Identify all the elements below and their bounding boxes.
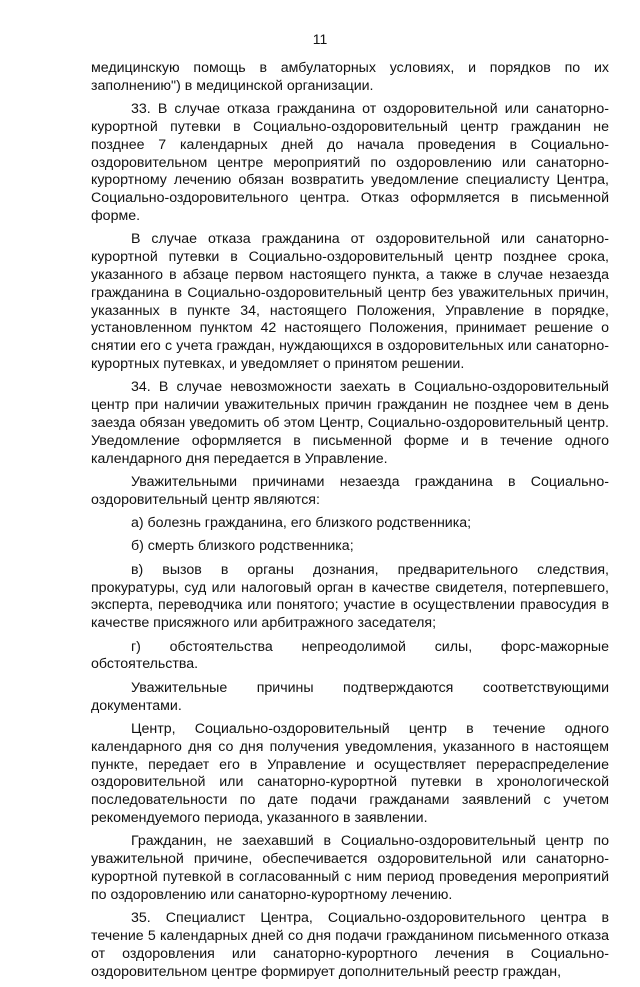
paragraph-documents: Уважительные причины подтверждаются соответствующими документами. (91, 679, 609, 714)
paragraph-valid-reasons-intro: Уважительными причинами незаезда гражданина в Социально-оздоровительный центр являются: (91, 473, 609, 508)
list-item-b: б) смерть близкого родственника; (131, 538, 354, 555)
paragraph-continuation: медицинскую помощь в амбулаторных условиях, и порядков по их заполнению") в медицинской организации. (91, 60, 609, 94)
document-body (91, 60, 609, 987)
paragraph-refusal-late: В случае отказа гражданина от оздоровительной или санаторно-курортной путевки в Социально-оздоровительный центр позднее срока, указанного в абзаце первом настоящего пункта, а также в случае незаезда гражданина в Социально-оздоровительный центр без уважительных причин, указанных в пункте 34, настоящего Положения, Управление в порядке, установленном пунктом 42 настоящего Положения, принимает решение о снятии его с учета граждан, нуждающихся в оздоровительных или санаторно-курортных путевках, и уведомляет о принятом решении. (91, 231, 609, 372)
page-number: 11 (312, 31, 328, 47)
paragraph-item-35: 35. Специалист Центра, Социально-оздоровительного центра в течение 5 календарных дней со дня подачи гражданином письменного отказа от оздоровления или санаторно-курортного лечения в Социально-оздоровительном центре формирует дополнительный реестр граждан, (91, 910, 609, 980)
paragraph-item-34: 34. В случае невозможности заехать в Социально-оздоровительный центр при наличии уважительных причин гражданин не позднее чем в день заезда обязан уведомить об этом Центр, Социально-оздоровительный центр. Уведомление оформляется в письменной форме и в течение одного календарного дня передается в Управление. (91, 379, 609, 467)
list-item-g: г) обстоятельства непреодолимой силы, форс-мажорные обстоятельства. (91, 638, 609, 673)
list-item-v: в) вызов в органы дознания, предварительного следствия, прокуратуры, суд или налоговый орган в качестве свидетеля, потерпевшего, эксперта, переводчика или понятого; участие в осуществлении правосудия в качестве присяжного или арбитражного заседателя; (91, 561, 609, 632)
paragraph-citizen-provided: Гражданин, не заехавший в Социально-оздоровительный центр по уважительной причине, обеспечивается оздоровительной или санаторно-курортной путевкой в согласованный с ним период проведения мероприятий по оздоровлению или санаторно-курортному лечению. (91, 833, 609, 903)
paragraph-center-transfer: Центр, Социально-оздоровительный центр в течение одного календарного дня со дня получения уведомления, указанного в настоящем пункте, передает его в Управление и осуществляет перераспределение оздоровительной или санаторно-курортной путевки в хронологической последовательности по дате подачи гражданами заявлений с учетом рекомендуемого периода, указанного в заявлении. (91, 721, 609, 827)
list-item-a: а) болезнь гражданина, его близкого родственника; (131, 515, 472, 532)
paragraph-item-33: 33. В случае отказа гражданина от оздоровительной или санаторно-курортной путевки в Социально-оздоровительный центр гражданин не позднее 7 календарных дней до начала проведения в Социально-оздоровительном центре мероприятий по оздоровлению или санаторно-курортному лечению обязан возвратить уведомление специалисту Центра, Социально-оздоровительного центра. Отказ оформляется в письменной форме. (91, 101, 609, 224)
